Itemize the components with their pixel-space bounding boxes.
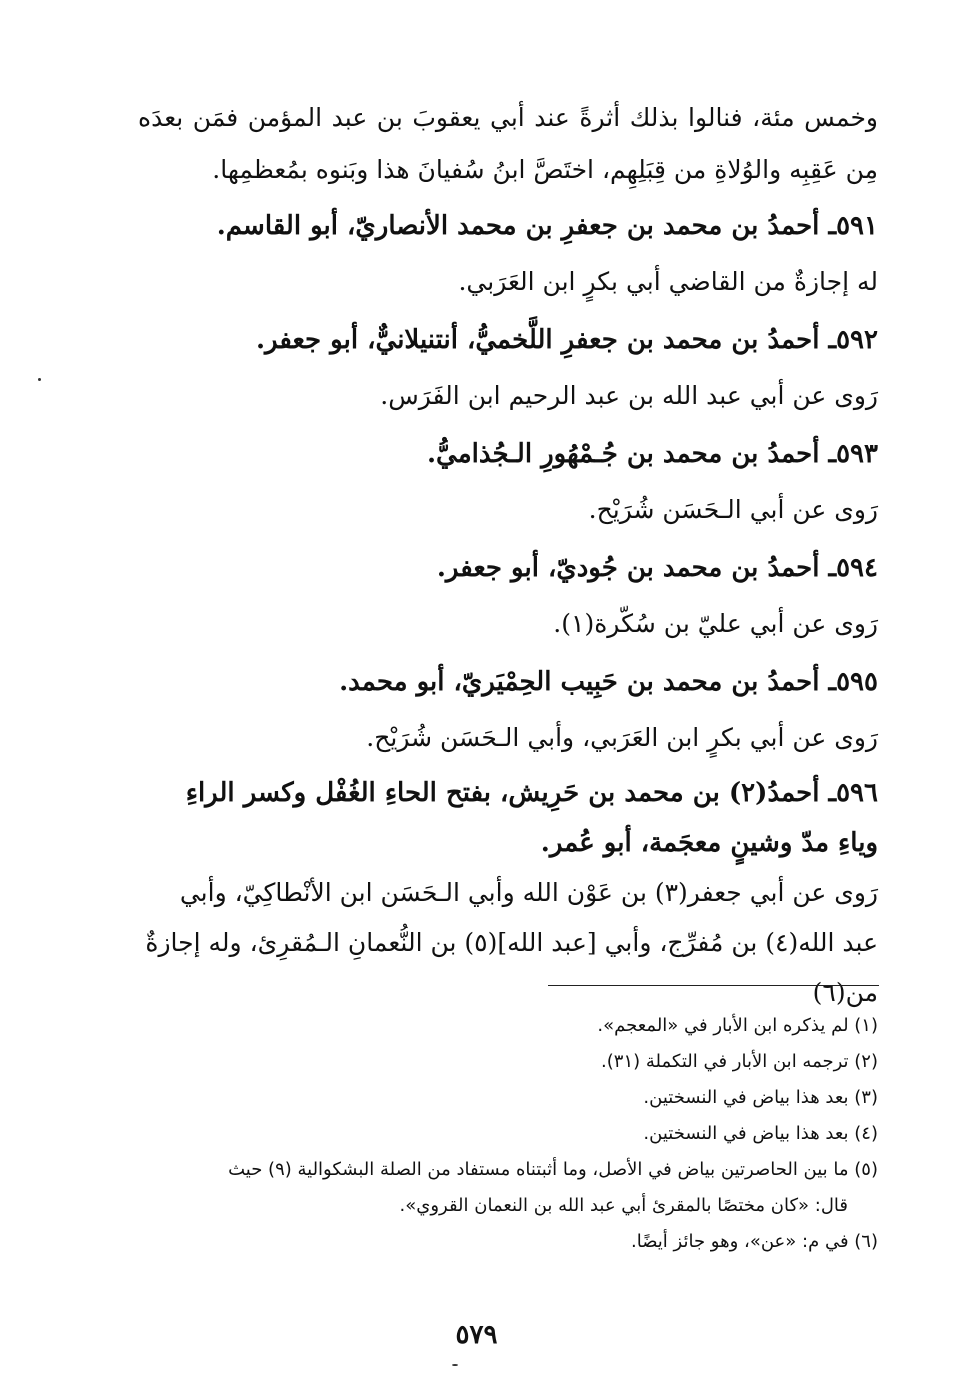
scan-speck <box>38 378 41 381</box>
entry-593-text: رَوى عن أبي الـحَسَن شُرَيْح. <box>588 495 878 524</box>
entry-592-text: رَوى عن أبي عبد الله بن عبد الرحيم ابن الفَرَس. <box>380 381 878 410</box>
footnote-1: (١) لم يذكره ابن الأبار في «المعجم». <box>597 1015 878 1036</box>
entry-594-heading: ٥٩٤ـ أحمدُ بن محمد بن جُوديّ، أبو جعفر. <box>436 553 878 583</box>
footnote-divider <box>548 985 879 986</box>
footnote-5-text: (٥) ما بين الحاصرتين بياض في الأصل، وما أثبتناه مستفاد من الصلة البشكوالية (٩) حيث <box>228 1159 878 1180</box>
footnotes <box>138 1008 878 1260</box>
entry-591-heading: ٥٩١ـ أحمدُ بن محمد بن جعفرِ بن محمد الأنصاريّ، أبو القاسم. <box>216 211 878 241</box>
intro-paragraph: وخمس مئة، فنالوا بذلك أثرةً عند أبي يعقوبَ بن عبد المؤمن فمَن بعدَه مِن عَقِبِه والوُلاةِ من قِبَلِهِم، اختَصَّ ابنُ سُفيانَ هذا وبَنوه بمُعظمِها. <box>138 103 878 184</box>
entry-591-text: له إجازةٌ من القاضي أبي بكرٍ ابن العَرَبي. <box>458 267 878 296</box>
entry-595-text: رَوى عن أبي بكرٍ ابن العَرَبي، وأبي الـحَسَن شُرَيْح. <box>366 723 878 752</box>
entry-596-heading: ٥٩٦ـ أحمدُ(٢) بن محمد بن حَرِيش، بفتح الحاءِ الغُفْل وكسر الراءِ وياءِ مدّ وشينٍ معجَمة، أبو عُمر. <box>185 778 878 858</box>
page-number: ٥٧٩ <box>455 1320 498 1350</box>
scan-speck <box>452 1364 458 1366</box>
footnote-4: (٤) بعد هذا بياض في النسختين. <box>643 1123 878 1144</box>
footnote-3: (٣) بعد هذا بياض في النسختين. <box>643 1087 878 1108</box>
footnote-5-continuation: قال: «كان مختصًا بالمقرئ أبي عبد الله بن النعمان القروي». <box>399 1195 848 1216</box>
entry-592-heading: ٥٩٢ـ أحمدُ بن محمد بن جعفرِ اللَّخميُّ، أنتنيلانيٌّ، أبو جعفر. <box>255 325 878 355</box>
footnote-2: (٢) ترجمه ابن الأبار في التكملة (٣١). <box>601 1051 878 1072</box>
footnote-5 <box>138 1152 878 1224</box>
entry-595-heading: ٥٩٥ـ أحمدُ بن محمد بن حَبِيب الحِمْيَريّ، أبو محمد. <box>339 667 878 697</box>
footnote-6: (٦) في م: «عن»، وهو جائز أيضًا. <box>630 1231 878 1252</box>
entry-593-heading: ٥٩٣ـ أحمدُ بن محمد بن جُـمْهُورِ الـجُذاميُّ. <box>426 439 878 469</box>
entry-596-text: رَوى عن أبي جعفر(٣) بن عَوْن الله وأبي الـحَسَن ابن الأنْطاكِيّ، وأبي عبد الله(٤) بن مُفرِّج، وأبي [عبد الله](٥) بن النُّعمانِ الـمُقرِئ، وله إجازةٌ من(٦) <box>145 878 878 1007</box>
main-text <box>138 92 878 1018</box>
entry-594-text: رَوى عن أبي عليّ بن سُكّرة(١). <box>553 609 878 638</box>
